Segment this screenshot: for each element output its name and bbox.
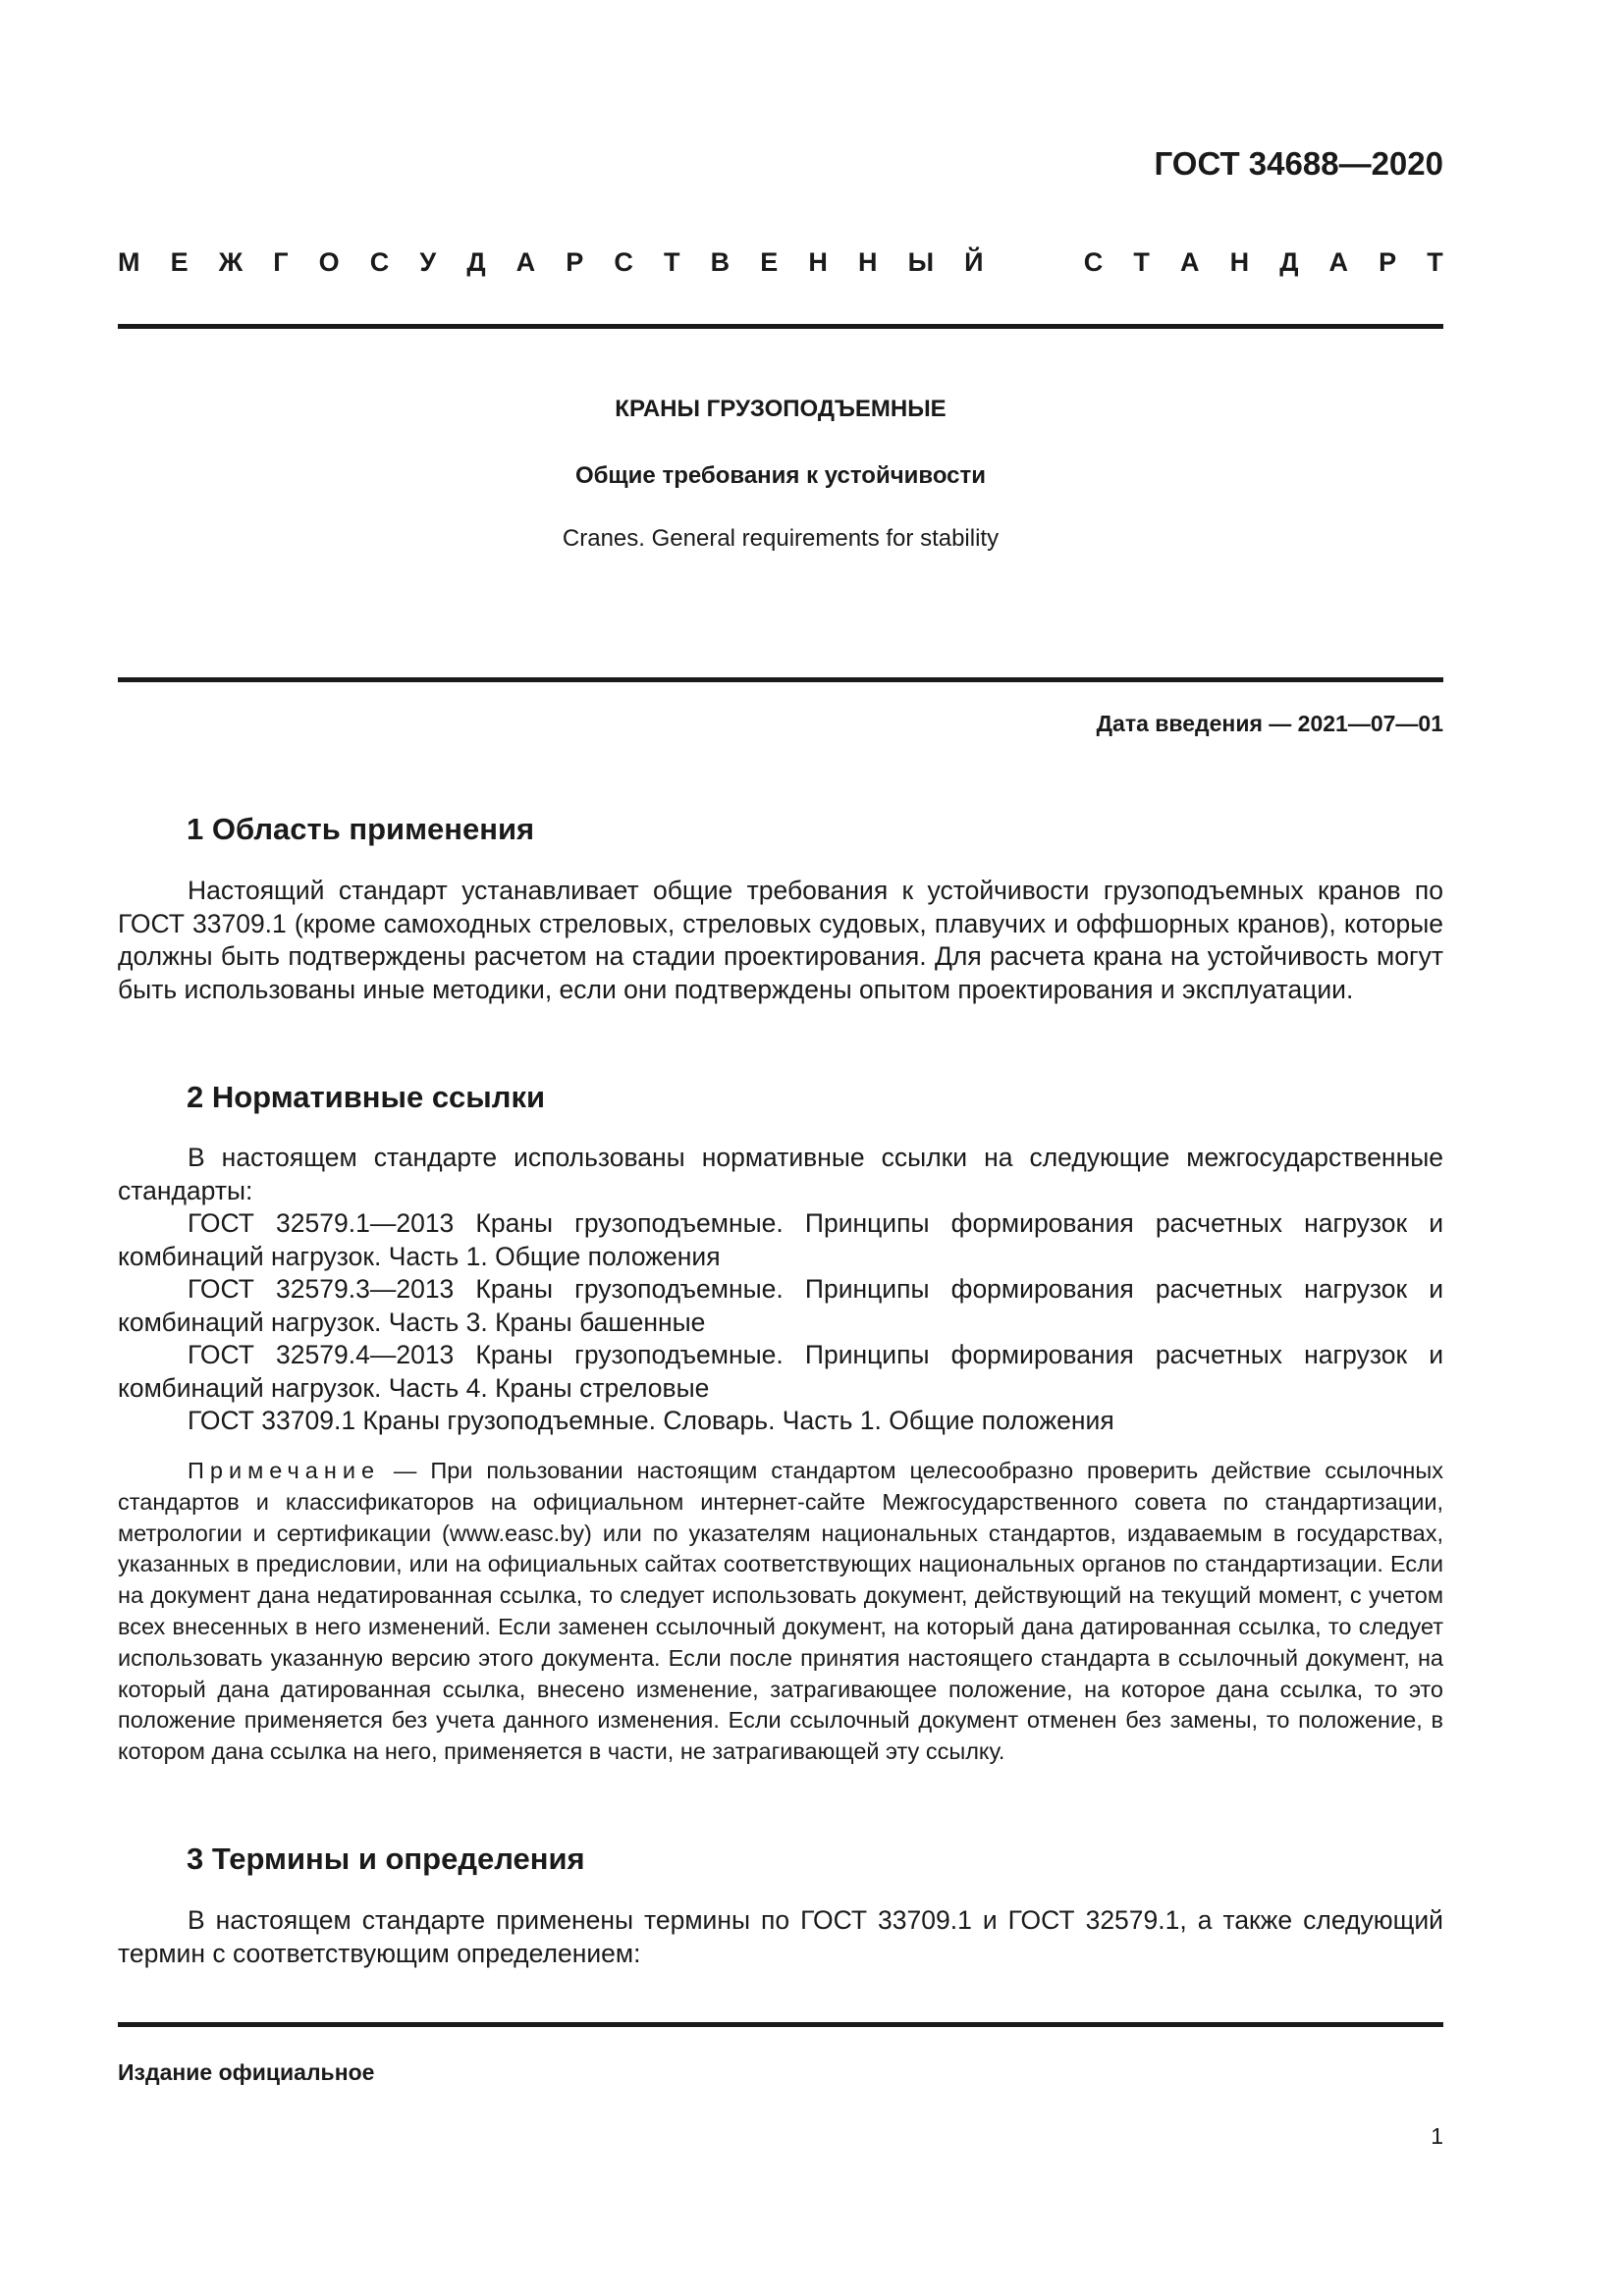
banner-letter: Е [760, 247, 779, 277]
banner-letter: М [118, 247, 140, 277]
section-1-paragraph: Настоящий стандарт устанавливает общие требования к устойчивости грузоподъемных кранов по ГОСТ 33709.1 (кроме самоходных стреловых, стреловых судовых, плавучих и оффшорных кранов), которые должны быть подтверждены расчетом на стадии проектирования. Для расчета крана на устойчивость могут быть использованы иные методики, если они подтверждены опытом проектирования и эксплуатации. [118, 876, 1443, 1004]
banner-letter: А [1328, 247, 1349, 277]
official-edition-label: Издание официальное [118, 2059, 375, 2085]
title-bottom-rule [118, 677, 1443, 682]
banner-letter: Д [1279, 247, 1299, 277]
banner-letter: Ы [907, 247, 935, 277]
section-2-intro: В настоящем стандарте использованы нормативные ссылки на следующие межгосударственные стандарты: [118, 1143, 1443, 1205]
references-note [118, 1456, 1443, 1768]
banner-letter: Д [466, 247, 486, 277]
section-2-heading: 2 Нормативные ссылки [187, 1080, 546, 1114]
banner-letter: Н [1229, 247, 1250, 277]
page-number: 1 [1431, 2123, 1443, 2149]
banner-letter: С [1083, 247, 1104, 277]
banner-letter: Ж [218, 247, 244, 277]
banner-gap [1014, 247, 1054, 278]
banner-letter: А [515, 247, 536, 277]
gost-number: ГОСТ 34688—2020 [1154, 145, 1443, 182]
banner-letter: Г [273, 247, 289, 277]
reference-item: ГОСТ 32579.4—2013 Краны грузоподъемные. Принципы формирования расчетных нагрузок и комбинаций нагрузок. Часть 4. Краны стреловые [118, 1340, 1443, 1403]
note-label: Примечание [188, 1458, 381, 1483]
banner-letter: Е [170, 247, 189, 277]
top-rule [118, 324, 1443, 329]
section-2-body [118, 1142, 1443, 1438]
document-subtitle: Общие требования к устойчивости [574, 462, 987, 489]
interstate-standard-banner [118, 247, 1443, 278]
banner-letter: Р [1379, 247, 1397, 277]
document-title: КРАНЫ ГРУЗОПОДЪЕМНЫЕ [615, 396, 947, 422]
english-title: Cranes. General requirements for stability [562, 525, 1000, 552]
banner-letter: О [318, 247, 340, 277]
reference-item: ГОСТ 33709.1 Краны грузоподъемные. Словарь. Часть 1. Общие положения [188, 1406, 1114, 1435]
date-of-introduction: Дата введения — 2021—07—01 [1096, 711, 1443, 736]
section-1-body [118, 875, 1443, 1006]
banner-letter: С [369, 247, 390, 277]
banner-letter: У [419, 247, 437, 277]
banner-letter: Р [566, 247, 584, 277]
banner-letter: С [614, 247, 633, 277]
reference-item: ГОСТ 32579.1—2013 Краны грузоподъемные. Принципы формирования расчетных нагрузок и комбинаций нагрузок. Часть 1. Общие положения [118, 1208, 1443, 1271]
reference-item: ГОСТ 32579.3—2013 Краны грузоподъемные. Принципы формирования расчетных нагрузок и комбинаций нагрузок. Часть 3. Краны башенные [118, 1274, 1443, 1337]
section-3-heading: 3 Термины и определения [187, 1842, 585, 1876]
banner-letter: Т [664, 247, 680, 277]
banner-letter: А [1179, 247, 1200, 277]
section-3-body [118, 1904, 1443, 1970]
banner-letter: Т [1427, 247, 1443, 277]
section-1-heading: 1 Область применения [187, 812, 535, 846]
banner-letter: Й [964, 247, 984, 277]
footer-rule [118, 2022, 1443, 2027]
banner-letter: Н [808, 247, 828, 277]
banner-letter: Т [1133, 247, 1150, 277]
banner-letter: Н [857, 247, 878, 277]
note-text: — При пользовании настоящим стандартом целесообразно проверить действие ссылочных стандартов и классификаторов на официальном интернет-сайте Межгосударственного совета по стандартизации, метрологии и сертификации (www.easc.by) или по указателям национальных стандартов, издаваемым в государствах, указанных в предисловии, или на официальных сайтах соответствующих национальных органов по стандартизации. Если на документ дана недатированная ссылка, то следует использовать документ, действующий на текущий момент, с учетом всех внесенных в него изменений. Если заменен ссылочный документ, на который дана датированная ссылка, то следует использовать указанную версию этого документа. Если после принятия настоящего стандарта в ссылочный документ, на который дана датированная ссылка, внесено изменение, затрагивающее положение, на которое дана ссылка, то это положение применяется без учета данного изменения. Если ссылочный документ отменен без замены, то положение, в котором дана ссылка на него, применяется в части, не затрагивающей эту ссылку. [118, 1458, 1443, 1765]
section-3-paragraph: В настоящем стандарте применены термины по ГОСТ 33709.1 и ГОСТ 32579.1, а также следующий термин с соответствующим определением: [118, 1905, 1443, 1968]
banner-letter: В [710, 247, 731, 277]
